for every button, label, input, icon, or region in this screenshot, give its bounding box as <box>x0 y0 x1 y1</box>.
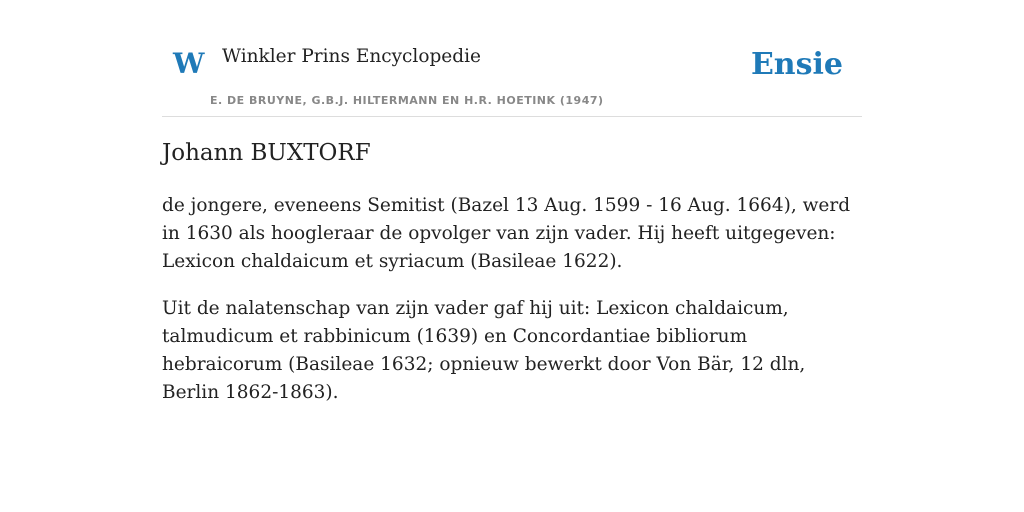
source-title[interactable]: Winkler Prins Encyclopedie <box>222 46 481 67</box>
article-paragraph: Uit de nalatenschap van zijn vader gaf hij uit: Lexicon chaldaicum, talmudicum et rabbinicum (1639) en Concordantiae bibliorum hebraicorum (Basileae 1632; opnieuw bewerkt door Von Bär, 12 dln, Berlin 1862-1863). <box>162 298 806 403</box>
article-title: Johann BUXTORF <box>162 140 371 166</box>
source-header <box>162 0 862 117</box>
source-logo-link[interactable]: W <box>173 47 205 80</box>
article-paragraph: de jongere, eveneens Semitist (Bazel 13 Aug. 1599 - 16 Aug. 1664), werd in 1630 als hoogleraar de opvolger van zijn vader. Hij heeft uitgegeven: Lexicon chaldaicum et syriacum (Basileae 1622). <box>162 195 851 272</box>
article-body <box>162 192 862 426</box>
brand-logo-link[interactable]: Ensie <box>750 47 843 82</box>
source-authors: E. DE BRUYNE, G.B.J. HILTERMANN EN H.R. HOETINK (1947) <box>210 94 604 107</box>
page-container <box>162 0 862 403</box>
